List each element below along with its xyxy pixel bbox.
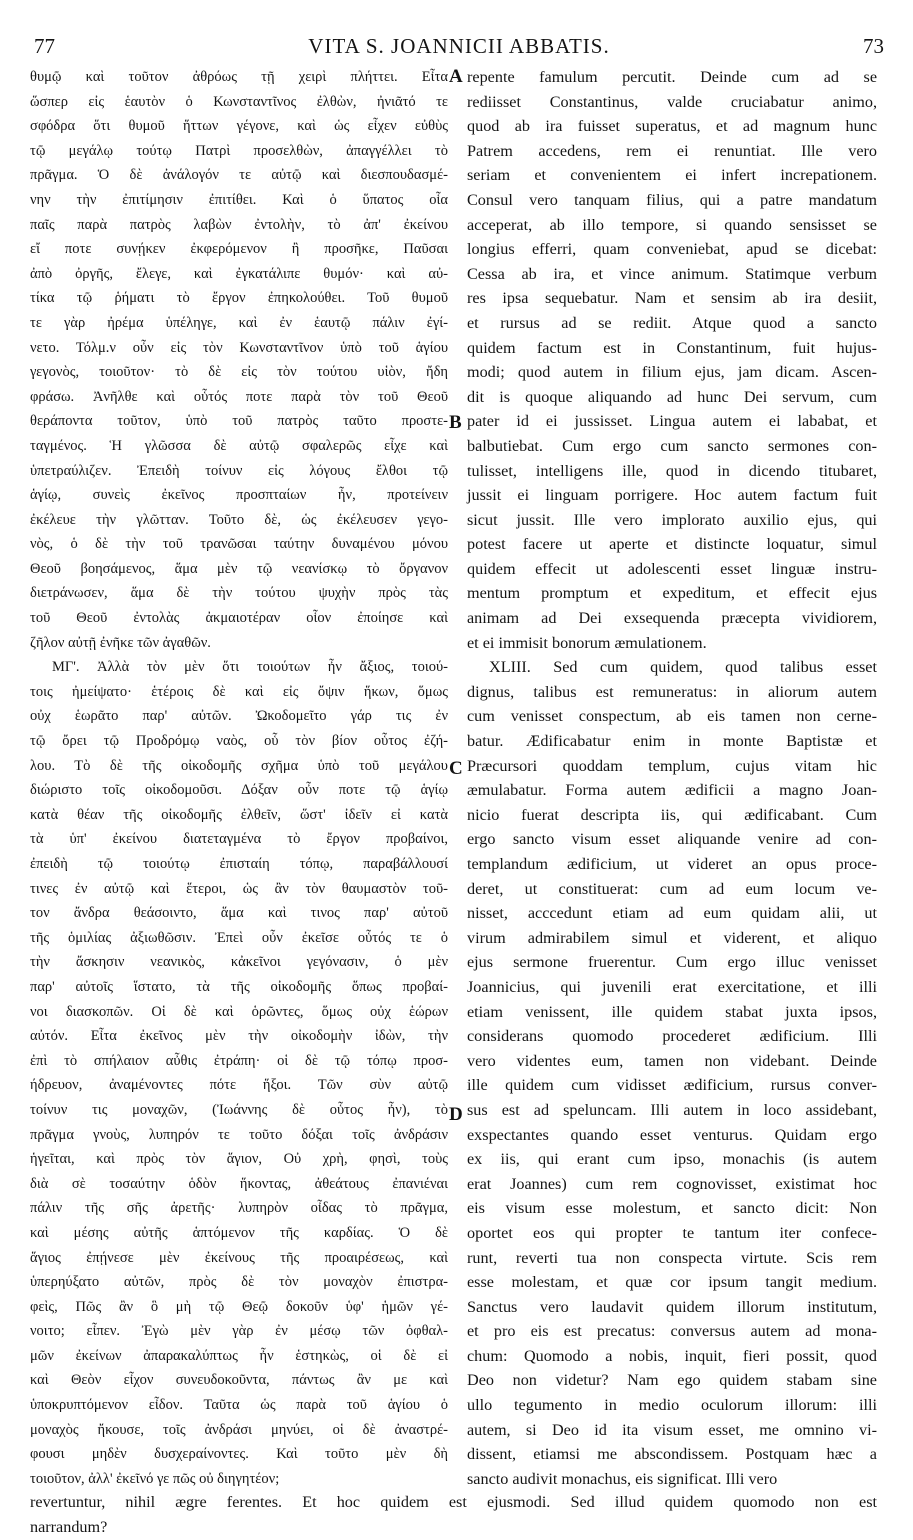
text-line: balbutiebat. Cum ergo cum sancto sermones con- xyxy=(467,436,877,455)
text-line: ἐπειδὴ τῷ τοιούτῳ ἐπισταίη τόπῳ, παραβάλλουσί xyxy=(30,856,448,872)
footer-text xyxy=(30,1490,877,1539)
text-line: ille quidem cum vidisset ædificium, rursus conver- xyxy=(467,1076,877,1095)
text-line: et rursus ad se rediit. Atque quod a sancto xyxy=(467,313,877,332)
text-line: deret, ut constituerat: cum ad eum locum ve- xyxy=(467,879,877,898)
text-line: mentum promptum et expeditum, et effecit ejus xyxy=(467,584,877,603)
text-line: τοιοῦτον, ἀλλ' ἐκεῖνό γε πῶς οὐ διηγητέον; xyxy=(30,1470,280,1487)
margin-marker-a: A xyxy=(449,66,463,87)
text-line: τὰ ὑπ' ἐκείνου διατεταγμένα τὸ ἔργον προβαίνοι, xyxy=(30,831,448,848)
text-line: XLIII. Sed cum quidem, quod talibus esset xyxy=(489,658,877,677)
text-line: ήδρευον, ἀναμένοντες πότε ἥξοι. Τῶν σὺν αὐτῷ xyxy=(30,1077,448,1094)
text-line: sus est ad speluncam. Illi autem in loco assidebant, xyxy=(467,1100,877,1119)
text-line: Sanctus vero laudavit quidem illorum institutum, xyxy=(467,1297,877,1316)
text-line: dissent, etiamsi me abscondissem. Postquam hæc a xyxy=(467,1445,877,1464)
text-line: τον ἄνδρα θεάσοιντο, ἅμα καὶ τινος παρ' αὐτοῦ xyxy=(30,905,448,922)
text-line: quod ab ira fuisset superatus, et ad magnum hunc xyxy=(467,117,877,136)
text-line: animam ad Dei exsequenda præcepta vividiorem, xyxy=(467,609,877,628)
text-line: οὐχ ἑωρᾶτο παρ' αὐτῶν. Ὠκοδομεῖτο γάρ τις ἐν xyxy=(30,708,448,725)
text-line: cum venisset conspectum, ab eis tamen non cerne- xyxy=(467,707,877,726)
text-line: tulisset, intelligens ille, quod in dicendo titubaret, xyxy=(467,461,877,480)
text-line: τοις ἠμείψατο· ἑτέροις δὲ καὶ εἰς ὄψιν ἥκων, ὅμως xyxy=(30,683,448,700)
text-line: considerans quomodo procederet ædificium. Illi xyxy=(467,1027,877,1046)
text-line: erat Joannes) cum rem cognovisset, existimat hoc xyxy=(467,1174,877,1193)
text-line: καὶ μέσης αὐτῆς ἁπτόμενον τῆς καρδίας. Ὁ δὲ xyxy=(30,1224,448,1241)
text-line: ὑποκρυπτόμενον εἶδον. Ταῦτα ὡς παρὰ τοῦ ἁγίου ὁ xyxy=(30,1397,448,1414)
text-line: ἡγεῖται, καὶ πρὸς τὸν ἅγιον, Οὐ χρὴ, φησὶ, τοὺς xyxy=(30,1151,448,1168)
text-line: nicio fuerat descripta iis, qui ædificabant. Cum xyxy=(467,805,877,824)
text-line: Cessa ab ira, et vince animum. Statimque verbum xyxy=(467,264,877,283)
text-line: potest facere ut aperte et distincte loquatur, simul xyxy=(467,535,877,554)
text-line: modi; quod autem in filium ejus, jam dicam. Ascen- xyxy=(467,363,877,382)
margin-marker-b: B xyxy=(449,412,462,433)
text-line: ὥσπερ εἰς ἑαυτὸν ὁ Κωνσταντῖνος ἐλθὼν, ἠνιᾶτό τε xyxy=(30,93,448,110)
text-line: θυμῷ καὶ τοῦτον ἀθρόως τῇ χειρὶ πλήττει. Εἶτα xyxy=(30,69,448,85)
text-line: λου. Τὸ δὲ τῆς οἰκοδομῆς σχῆμα ὑπὸ τοῦ μεγάλου xyxy=(30,757,448,774)
text-line: μῶν ἐκείνων ἀπαρακαλύπτως ἦν ἑστηκὼς, οἱ δὲ εἰ xyxy=(30,1347,448,1364)
text-line: γεγονὸς, τοιοῦτον· τὸ δὲ εἰς τὸν τούτου υἱὸν, ἤδη xyxy=(30,364,448,381)
text-line: τοίνυν τις μοναχῶν, (Ἰωάννης δὲ οὗτος ἦν), τὸ xyxy=(30,1101,448,1118)
text-line: τῷ ὄρει τῷ Προδρόμῳ ναὸς, οὗ τὸν βίον οὗτος ἐζή- xyxy=(30,733,448,750)
running-title: VITA S. JOANNICII ABBATIS. xyxy=(308,34,610,58)
text-line: chum: Quomodo a nobis, inquit, fieri possit, quod xyxy=(467,1346,877,1365)
text-line: rediisset Constantinus, valde cruciabatur animo, xyxy=(467,92,877,111)
text-line: Patrem accedens, rem ei renuntiat. Ille vero xyxy=(467,141,877,160)
text-line: ὑπερηύξατο αὐτῶν, πρὸς δὲ τὸν μοναχὸν ἐπιστρα- xyxy=(30,1274,448,1291)
latin-text-column xyxy=(467,65,877,1491)
text-line: φεὶς, Πῶς ἂν ὃ μὴ τῷ Θεῷ δοκοῦν ὑφ' ἡμῶν γέ- xyxy=(30,1298,448,1315)
text-line: φράσω. Ἀνῆλθε καὶ οὗτός ποτε παρὰ τὸν τοῦ Θεοῦ xyxy=(30,388,448,405)
text-line: πρᾶγμα γνοὺς, λυπηρόν τε τοῦτο δόξαι τοῖς ἀνδράσιν xyxy=(30,1126,448,1143)
text-line: τινες ἐν αὐτῷ καὶ ἕτεροι, ὡς ἂν τὸν θαυμαστὸν τοῦ- xyxy=(30,880,448,897)
text-line: autem, si Deo id ita visum esset, me omnino vi- xyxy=(467,1420,877,1439)
text-line: Deo non videtur? Nam ego quidem stabam sine xyxy=(467,1371,877,1390)
text-line: etiam venissent, ille quidem stabat juxta ipsos, xyxy=(467,1002,877,1021)
text-line: æmulabatur. Forma autem ædificii a magno Joan- xyxy=(467,781,877,800)
text-line: νὸς, ὁ δὲ τὴν τοῦ τρανῶσαι ταύτην δυναμένου μόνου xyxy=(30,536,448,553)
text-line: revertuntur, nihil ægre ferentes. Et hoc quidem est ejusmodi. Sed illud quidem quomodo non est xyxy=(30,1493,877,1511)
text-line: ἐπὶ τὸ σπήλαιον αὖθις ἐτράπη· οἱ δὲ τῷ τόπῳ προσ- xyxy=(30,1052,448,1069)
text-line: quidem effecit ut adolescenti esset linguæ instru- xyxy=(467,559,877,578)
text-line: templandum ædificium, ut videret an opus proce- xyxy=(467,855,877,873)
text-line: virum admirabilem simul et viderent, et aliquo xyxy=(467,928,877,947)
text-line: batur. Ædificabatur enim in monte Baptistæ et xyxy=(467,732,877,751)
text-line: ergo sancto visum esset aliquande venire ad con- xyxy=(467,830,877,849)
text-line: διετράνωσεν, ἅμα δὲ τὴν τούτου ψυχὴν πρὸς τὰς xyxy=(30,585,448,602)
text-line: et pro eis est precatus: conversus autem ad mona- xyxy=(467,1322,877,1341)
text-line: Θεοῦ βοησάμενος, ἅμα μὲν τῷ νεανίσκῳ τὸ ὄργανον xyxy=(30,560,448,577)
text-line: τίκα τῷ ῥήματι τὸ ἔργον ἐπηκολούθει. Τοῦ θυμοῦ xyxy=(30,290,448,307)
text-line: longius efferri, quam conveniebat, apud se dicebat: xyxy=(467,240,877,259)
text-line: μοναχὸς ἤκουσε, τοῖς ἀνδράσι μηνύει, οἱ δὲ ἀναστρέ- xyxy=(30,1421,448,1438)
text-line: dignus, talibus est remuneratus: in aliorum autem xyxy=(467,682,877,701)
page-number-left: 77 xyxy=(34,34,55,58)
text-line: runt, reverti tua non conspecta virtute. Scis rem xyxy=(467,1248,877,1267)
text-line: ἐκέλευε τὴν γλῶτταν. Τοῦτο δὲ, ὡς ἐκέλευσεν γεγο- xyxy=(30,511,448,528)
text-line: ex iis, qui erant cum ipso, monachis (is autem xyxy=(467,1150,877,1169)
text-line: παρ' αὐτοῖς ἵστατο, τὰ τῆς οἰκοδομῆς ὅπως προβαί- xyxy=(30,978,448,995)
text-line: τῆς ὁμιλίας ἀξιωθῶσιν. Ἐπεὶ οὖν ἐκεῖσε οὗτός τε ὁ xyxy=(30,929,448,946)
text-line: νοι διασκοπῶν. Οἱ δὲ καὶ ὁρῶντες, ὅμως οὐχ ἑώρων xyxy=(30,1003,448,1020)
text-line: παῖς παρὰ πατρὸς λαβὼν ἐντολὴν, τὸ ἀπ' ἐκείνου xyxy=(30,216,448,233)
text-line: Joannicius, qui juvenili erat exercitatione, et illi xyxy=(467,977,877,996)
text-line: repente famulum percutit. Deinde cum ad se xyxy=(467,68,877,86)
text-line: nisset, acccedunt etiam ad eum quidam alii, ut xyxy=(467,904,877,923)
text-line: νετο. Τόλμ.ν οὖν εἰς τὸν Κωνσταντῖνον ὑπὸ τοῦ ἁγίου xyxy=(30,339,448,356)
page-number-right: 73 xyxy=(863,34,884,58)
text-line: ὑπετραύλιζεν. Ἐπειδὴ τοίνυν εἰς λόγους ἔλθοι τῷ xyxy=(30,462,448,479)
text-line: narrandum? xyxy=(30,1517,108,1536)
text-line: acceperat, ab illo tempore, si quando sensisset se xyxy=(467,215,877,234)
text-line: vero videntes eum, tamen non videbant. Deinde xyxy=(467,1051,877,1070)
text-line: seriam et convenientem ei infert increpationem. xyxy=(467,166,877,185)
text-line: eis visum esse molestum, et sancto dicit: Non xyxy=(467,1199,877,1218)
greek-text-column xyxy=(30,65,448,1491)
text-line: νοιτο; εἶπεν. Ἐγὼ μὲν γὰρ ἐν μέσῳ τῶν ὀφθαλ- xyxy=(30,1323,448,1340)
text-line: ζῆλον αὐτῇ ἐνῆκε τῶν ἀγαθῶν. xyxy=(30,634,211,651)
text-line: ἀπὸ ὀργῆς, ἔλεγε, καὶ ἐγκατάλιπε θυμόν· καὶ αὐ- xyxy=(30,265,448,282)
text-line: σφόδρα ὅτι θυμοῦ ἥττων γέγονε, καὶ ὡς εἶχεν εὐθὺς xyxy=(30,118,448,135)
text-line: Consul vero tanquam filius, qui a patre mandatum xyxy=(467,190,877,209)
text-line: νην τὴν ἐπιτίμησιν ἐπιτίθει. Καὶ ὁ ὕπατος οἷα xyxy=(30,191,448,208)
text-line: διὰ σὲ τοσαύτην ὁδὸν ἥκοντας, ἀθεάτους ἐπανιέναι xyxy=(30,1175,448,1192)
text-line: τὴν ἄσκησιν νεανικὸς, κἀκεῖνοι γεγόνασιν, ὁ μὲν xyxy=(30,954,448,971)
text-line: φουσι μηδὲν δυσχεραίνοντες. Καὶ τοῦτο μὲν δὴ xyxy=(30,1446,448,1463)
text-line: exspectantes quando esset venturus. Quidam ergo xyxy=(467,1125,877,1144)
text-line: τῷ μεγάλῳ τούτῳ Πατρὶ προσελθὼν, ἀπαγγέλλει τὸ xyxy=(30,142,448,159)
text-line: dit is quoque aliquando ad hunc Dei servum, cum xyxy=(467,387,877,406)
text-line: ullo tegumento in medio oculorum illorum: illi xyxy=(467,1396,877,1415)
text-line: oportet eos qui propter te tantum iter confece- xyxy=(467,1223,877,1242)
text-line: ἅγιος ἐπῄνεσε μὲν ἐκείνους τῆς προαιρέσεως, καὶ xyxy=(30,1249,448,1266)
text-line: pater id ei jussisset. Lingua autem ei lababat, et xyxy=(467,412,877,431)
text-line: Præcursori quoddam templum, cujus vitam hic xyxy=(467,756,877,775)
margin-marker-d: D xyxy=(449,1104,463,1125)
text-line: ταγμένος. Ἡ γλῶσσα δὲ αὐτῷ σφαλερῶς εἶχε καὶ xyxy=(30,437,448,454)
text-line: ΜΓ'. Ἀλλὰ τὸν μὲν ὅτι τοιούτων ἦν ἄξιος, τοιού- xyxy=(52,659,448,676)
text-line: καὶ Θεὸν εἶχον συνευδοκοῦντα, πάντως ἂν με καὶ xyxy=(30,1372,448,1389)
text-line: πάλιν τῆς σῆς ἀρετῆς· λυπηρὸν οἶδας τὸ πρᾶγμα, xyxy=(30,1200,448,1217)
text-line: αὐτόν. Εἶτα ἐκεῖνος μὲν τὴν οἰκοδομὴν ἰδὼν, τὴν xyxy=(30,1028,448,1045)
text-line: διώριστο τοῖς οἰκοδομοῦσι. Δόξαν οὖν ποτε τῷ ἁγίῳ xyxy=(30,782,448,799)
text-line: ejus sermone fruerentur. Cum ergo illuc venisset xyxy=(467,953,877,972)
text-line: θεράποντα τοῦτον, ὑπὸ τοῦ πατρὸς ταῦτο προστε- xyxy=(30,413,448,430)
text-line: τοῦ Θεοῦ ἐντολὰς ἀκμαιοτέραν οἷον ἐποίησε καὶ xyxy=(30,610,448,627)
text-line: res ipsa sequebatur. Nam et sensim ab ira desiit, xyxy=(467,289,877,308)
text-line: πρᾶγμα. Ὁ δὲ ἀνάλογόν τε αὐτῷ καὶ διεσπουδασμέ- xyxy=(30,167,448,184)
text-line: εἴ ποτε συνῄκεν ἐκφερόμενον ἢ προσῆκε, Παῦσαι xyxy=(30,241,448,258)
text-line: et ei immisit bonorum æmulationem. xyxy=(467,633,707,652)
text-line: jussit ei linguam porrigere. Hoc autem factum fuit xyxy=(467,486,877,505)
text-line: esse molestam, et quæ cor ipsum tangit medium. xyxy=(467,1273,877,1292)
text-line: ἁγίῳ, συνεὶς ἐκεῖνος προσπταίων ἦν, προτείνειν xyxy=(30,487,448,504)
page-header xyxy=(28,34,890,60)
text-line: τε γὰρ ἠρέμα ὑπέληγε, καὶ ἐν ἑαυτῷ πάλιν ἐγί- xyxy=(30,314,448,331)
text-line: sancto audivit monachus, eis significat. Illi vero xyxy=(467,1469,778,1488)
text-line: sicut jussit. Ille vero implorato auxilio ejus, qui xyxy=(467,510,877,529)
margin-marker-c: C xyxy=(449,758,463,779)
text-line: κατὰ θέαν τῆς οἰκοδομῆς ἐλθεῖν, ὥστ' ἰδεῖν εἰ κατὰ xyxy=(30,806,448,823)
text-line: quidem factum est in Constantinum, fuit hujus- xyxy=(467,338,877,357)
